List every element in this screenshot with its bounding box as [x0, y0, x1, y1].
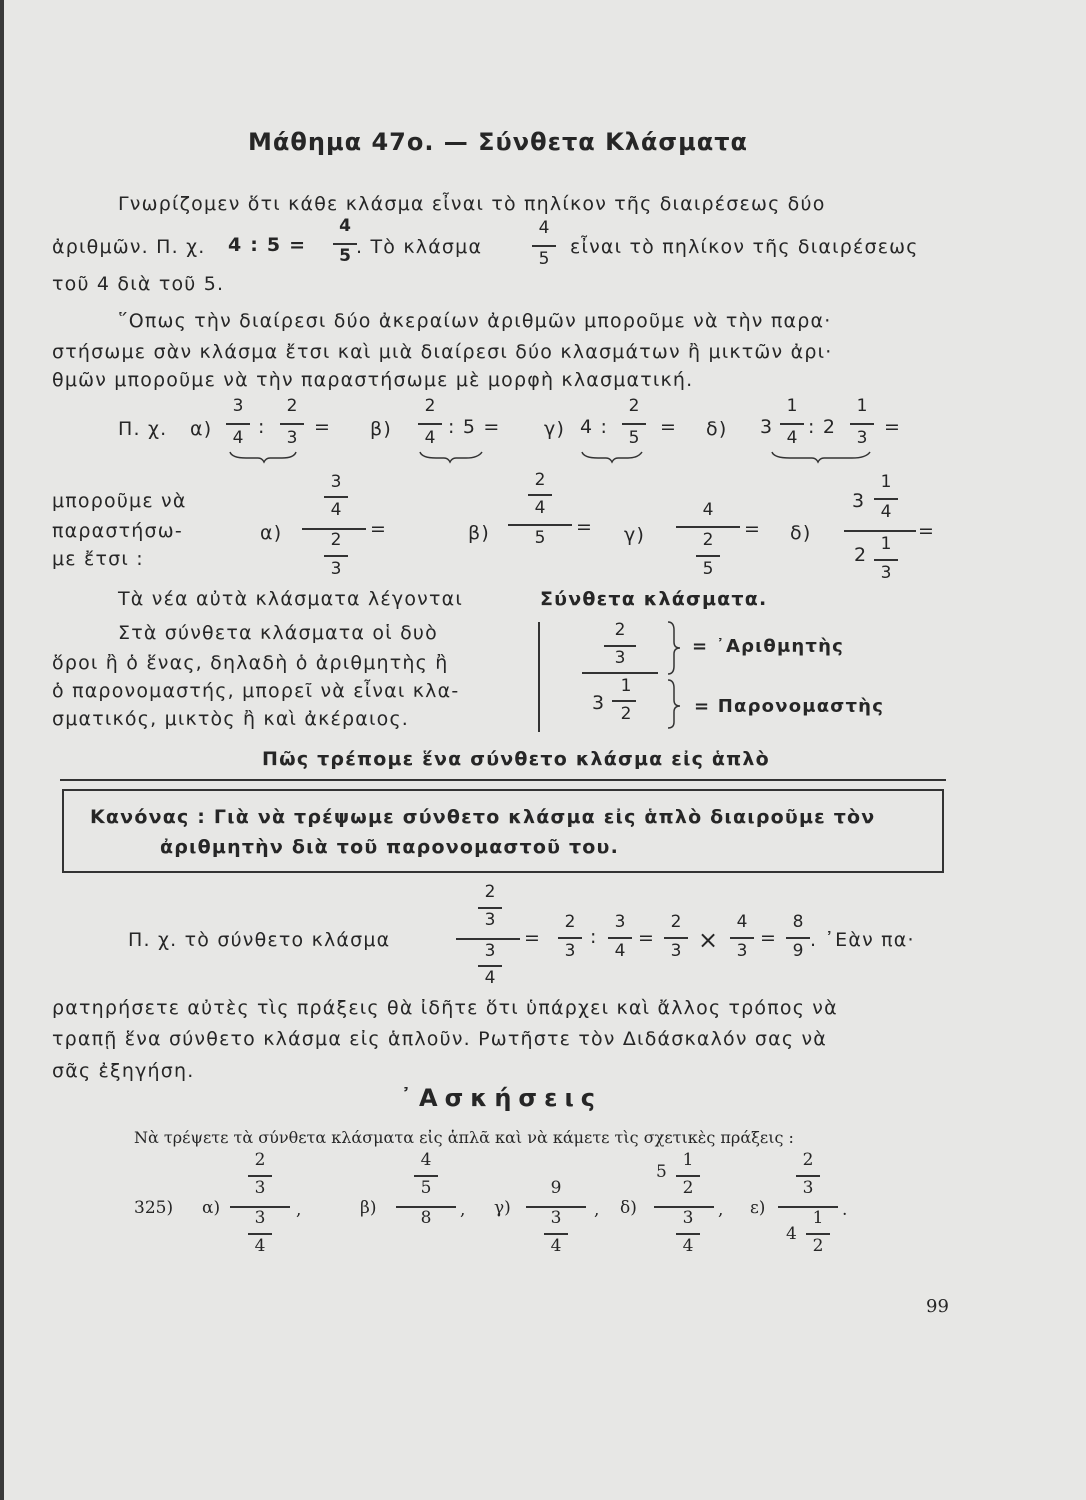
example-a-eq: =: [314, 416, 332, 438]
para2-line-3: θμῶν μποροῦμε νὰ τὴν παραστήσωμε μὲ μορφὴ κλασματική.: [52, 369, 694, 391]
fraction-bar: [730, 937, 754, 939]
frac-den: 3: [614, 648, 626, 668]
frac-num: 2: [286, 396, 298, 416]
fraction-bar: [780, 423, 804, 425]
exercise-b-label: β): [360, 1198, 377, 1218]
intro-line-3: τοῦ 4 διὰ τοῦ 5.: [52, 273, 225, 295]
frac-num: 1: [880, 534, 892, 554]
main-fraction-bar: [844, 530, 916, 532]
frac-num: 8: [792, 912, 804, 932]
frac-den: 3: [802, 1178, 814, 1198]
terms-line-3: ὁ παρονομαστής, μπορεῖ νὰ εἶναι κλα-: [52, 680, 460, 702]
frac-num: 1: [786, 396, 798, 416]
frac-den: 5: [538, 249, 550, 269]
represent-line-3: με ἔτσι :: [52, 548, 144, 570]
fraction-bar: [324, 555, 348, 557]
fraction-bar: [532, 245, 556, 247]
complex-a-label: α): [260, 522, 283, 544]
frac-den: 4: [232, 428, 244, 448]
exercise-a-label: α): [202, 1198, 221, 1218]
frac-den: 3: [286, 428, 298, 448]
frac-num: 4: [702, 500, 714, 520]
frac-den: 9: [792, 941, 804, 961]
represent-line-1: μποροῦμε νὰ: [52, 490, 187, 512]
fraction-bar: [558, 937, 582, 939]
frac-num: 2: [702, 530, 714, 550]
para2-line-2: στήσωμε σὰν κλάσμα ἔτσι καὶ μιὰ διαίρεσι δύο κλασμάτων ἢ μικτῶν ἀρι·: [52, 341, 833, 363]
complex-c-label: γ): [624, 524, 646, 546]
frac-den: 2: [620, 704, 632, 724]
fraction-bar: [604, 645, 636, 647]
fraction-bar: [622, 423, 646, 425]
main-fraction-bar: [456, 938, 520, 940]
terms-line-2: ὅροι ἢ ὁ ἕνας, δηλαδὴ ὁ ἀριθμητὴς ἢ: [52, 652, 449, 674]
main-fraction-bar: [508, 524, 572, 526]
frac-den: 4: [682, 1236, 694, 1256]
frac-num: 2: [330, 530, 342, 550]
frac-den: 3: [254, 1178, 266, 1198]
frac-den: 3: [484, 910, 496, 930]
fraction-bar: [414, 1175, 438, 1177]
fraction-bar: [874, 559, 898, 561]
frac-den: 3: [736, 941, 748, 961]
mixed-whole: 5: [656, 1162, 667, 1182]
rule-line-1: Κανόνας : Γιὰ νὰ τρέψωμε σύνθετο κλάσμα εἰς ἁπλὸ διαιροῦμε τὸν: [90, 806, 876, 828]
exercise-comma: ,: [594, 1200, 600, 1220]
frac-den: 4: [550, 1236, 562, 1256]
complex-d-label: δ): [790, 522, 812, 544]
fraction-bar: [608, 937, 632, 939]
frac-num: 2: [670, 912, 682, 932]
frac-den: 8: [420, 1208, 432, 1228]
intro-line-2a: ἀριθμῶν. Π. χ.: [52, 236, 206, 258]
para2-line-1: ῞Οπως τὴν διαίρεσι δύο ἀκεραίων ἀριθμῶν μποροῦμε νὰ τὴν παρα·: [118, 310, 832, 332]
fraction-bar: [806, 1233, 830, 1235]
left-vertical-rule: [538, 622, 540, 732]
fraction-bar: [324, 496, 348, 498]
fraction-bar: [418, 423, 442, 425]
frac-den: 2: [812, 1236, 824, 1256]
fraction-bar: [248, 1233, 272, 1235]
example-c-start: 4 :: [580, 416, 609, 438]
page-number: 99: [926, 1296, 949, 1317]
mixed-whole: 3: [592, 692, 606, 714]
frac-num: 3: [254, 1208, 266, 1228]
frac-den: 5: [420, 1178, 432, 1198]
para3-line-3: σᾶς ἐξηγήση.: [52, 1060, 195, 1082]
numerator-label: = ᾿Αριθμητὴς: [692, 636, 844, 657]
worked-times: ×: [698, 926, 720, 954]
frac-num: 2: [802, 1150, 814, 1170]
exercise-comma: ,: [460, 1200, 466, 1220]
examples-lead: Π. χ.: [118, 418, 168, 440]
exercise-c-label: γ): [494, 1198, 511, 1218]
frac-num: 1: [856, 396, 868, 416]
represent-line-2: παραστήσω-: [52, 520, 183, 542]
intro-line-2b: 4 : 5 =: [228, 234, 307, 256]
example-a-label: α): [190, 418, 213, 440]
frac-den: 3: [856, 428, 868, 448]
frac-den: 4: [484, 968, 496, 988]
frac-num: 2: [564, 912, 576, 932]
exercises-instruction: Νὰ τρέψετε τὰ σύνθετα κλάσματα εἰς ἁπλᾶ καὶ νὰ κάμετε τὶς σχετικὲς πράξεις :: [134, 1128, 794, 1147]
exercise-period: .: [842, 1200, 848, 1220]
worked-eq: =: [760, 927, 778, 949]
frac-den: 3: [880, 563, 892, 583]
main-fraction-bar: [582, 672, 658, 674]
frac-den: 2: [682, 1178, 694, 1198]
complex-b-label: β): [468, 522, 490, 544]
frac-num: 3: [484, 941, 496, 961]
frac-den: 5: [702, 559, 714, 579]
frac-num: 3: [330, 472, 342, 492]
example-b-end: : 5 =: [448, 416, 501, 438]
main-fraction-bar: [676, 526, 740, 528]
mixed-whole: 3: [852, 490, 866, 512]
fraction-bar: [544, 1233, 568, 1235]
intro-line-1: Γνωρίζομεν ὅτι κάθε κλάσμα εἶναι τὸ πηλίκον τῆς διαιρέσεως δύο: [118, 193, 826, 215]
complex-b-eq: =: [576, 516, 594, 538]
exercise-comma: ,: [296, 1200, 302, 1220]
exercise-e-label: ε): [750, 1198, 766, 1218]
frac-num: 1: [812, 1208, 824, 1228]
frac-num: 2: [614, 620, 626, 640]
frac-num: 4: [339, 216, 351, 236]
denominator-label: = Παρονομαστὴς: [694, 696, 885, 717]
frac-den: 4: [254, 1236, 266, 1256]
fraction-bar: [850, 423, 874, 425]
frac-den: 5: [339, 246, 351, 266]
frac-den: 5: [534, 528, 546, 548]
fraction-bar: [248, 1175, 272, 1177]
frac-num: 2: [534, 470, 546, 490]
example-d-eq: =: [884, 416, 902, 438]
worked-lead: Π. χ. τὸ σύνθετο κλάσμα: [128, 929, 391, 951]
rule-line-2: ἀριθμητὴν διὰ τοῦ παρονομαστοῦ του.: [160, 836, 619, 858]
frac-den: 5: [628, 428, 640, 448]
frac-num: 1: [682, 1150, 694, 1170]
exercises-heading: ᾿Ασκήσεις: [400, 1084, 603, 1112]
mixed-whole: 4: [786, 1224, 797, 1244]
para3-line-1: ρατηρήσετε αὐτὲς τὶς πράξεις θὰ ἰδῆτε ὅτι ὑπάρχει καὶ ἄλλος τρόπος νὰ: [52, 997, 838, 1019]
fraction-bar: [676, 1233, 700, 1235]
fraction-bar: [280, 423, 304, 425]
example-b-label: β): [370, 418, 392, 440]
exercise-d-label: δ): [620, 1198, 637, 1218]
intro-line-2d: εἶναι τὸ πηλίκον τῆς διαιρέσεως: [570, 236, 919, 258]
example-c-eq: =: [660, 416, 678, 438]
example-a-div: :: [258, 416, 266, 438]
frac-num: 3: [682, 1208, 694, 1228]
frac-num: 1: [880, 472, 892, 492]
exercise-comma: ,: [718, 1200, 724, 1220]
example-d-whole: 3: [760, 416, 774, 438]
rule-top-line: [60, 779, 946, 781]
frac-den: 3: [564, 941, 576, 961]
book-spine-edge: [0, 0, 4, 1500]
para3-line-2: τραπῇ ἕνα σύνθετο κλάσμα εἰς ἁπλοῦν. Ρωτῆστε τὸν Διδάσκαλόν σας νὰ: [52, 1028, 828, 1050]
frac-den: 3: [330, 559, 342, 579]
frac-num: 2: [628, 396, 640, 416]
frac-num: 1: [620, 676, 632, 696]
frac-num: 2: [484, 882, 496, 902]
frac-den: 4: [614, 941, 626, 961]
fraction-bar: [786, 937, 810, 939]
new-fractions-text: Τὰ νέα αὐτὰ κλάσματα λέγονται: [118, 588, 463, 610]
frac-den: 4: [330, 500, 342, 520]
example-c-label: γ): [544, 418, 566, 440]
new-fractions-term: Σύνθετα κλάσματα.: [540, 588, 768, 610]
frac-num: 2: [254, 1150, 266, 1170]
example-d-div: : 2: [808, 416, 837, 438]
lesson-title: Μάθημα 47ο. — Σύνθετα Κλάσματα: [248, 128, 749, 156]
frac-den: 4: [880, 502, 892, 522]
underbraces: [0, 448, 1086, 464]
frac-num: 3: [614, 912, 626, 932]
fraction-bar: [696, 555, 720, 557]
fraction-bar: [664, 937, 688, 939]
frac-num: 2: [424, 396, 436, 416]
frac-den: 4: [786, 428, 798, 448]
fraction-bar: [874, 498, 898, 500]
fraction-bar: [333, 243, 357, 245]
how-heading: Πῶς τρέπομε ἕνα σύνθετο κλάσμα εἰς ἁπλὸ: [262, 748, 770, 770]
frac-num: 3: [550, 1208, 562, 1228]
frac-num: 3: [232, 396, 244, 416]
fraction-bar: [612, 700, 636, 702]
fraction-bar: [676, 1175, 700, 1177]
complex-a-eq: =: [370, 518, 388, 540]
worked-div: :: [590, 926, 598, 948]
frac-num: 4: [420, 1150, 432, 1170]
frac-den: 4: [424, 428, 436, 448]
fraction-bar: [796, 1175, 820, 1177]
terms-line-4: σματικός, μικτὸς ἢ καὶ ἀκέραιος.: [52, 708, 410, 730]
worked-eq: =: [638, 927, 656, 949]
worked-tail: . ᾿Εὰν πα·: [810, 929, 915, 951]
rule-box: [62, 789, 944, 873]
frac-num: 4: [736, 912, 748, 932]
example-d-label: δ): [706, 418, 728, 440]
fraction-bar: [478, 907, 502, 909]
terms-line-1: Στὰ σύνθετα κλάσματα οἱ δυὸ: [118, 622, 438, 644]
fraction-bar: [478, 965, 502, 967]
frac-den: 4: [534, 498, 546, 518]
complex-c-eq: =: [744, 518, 762, 540]
fraction-bar: [226, 423, 250, 425]
worked-eq: =: [524, 927, 542, 949]
exercise-number: 325): [134, 1198, 174, 1218]
frac-den: 3: [670, 941, 682, 961]
brace-icons: [664, 620, 684, 730]
complex-d-eq: =: [918, 520, 936, 542]
intro-line-2c: . Τὸ κλάσμα: [356, 236, 483, 258]
mixed-whole: 2: [854, 544, 868, 566]
fraction-bar: [528, 494, 552, 496]
frac-num: 9: [550, 1178, 562, 1198]
frac-num: 4: [538, 218, 550, 238]
